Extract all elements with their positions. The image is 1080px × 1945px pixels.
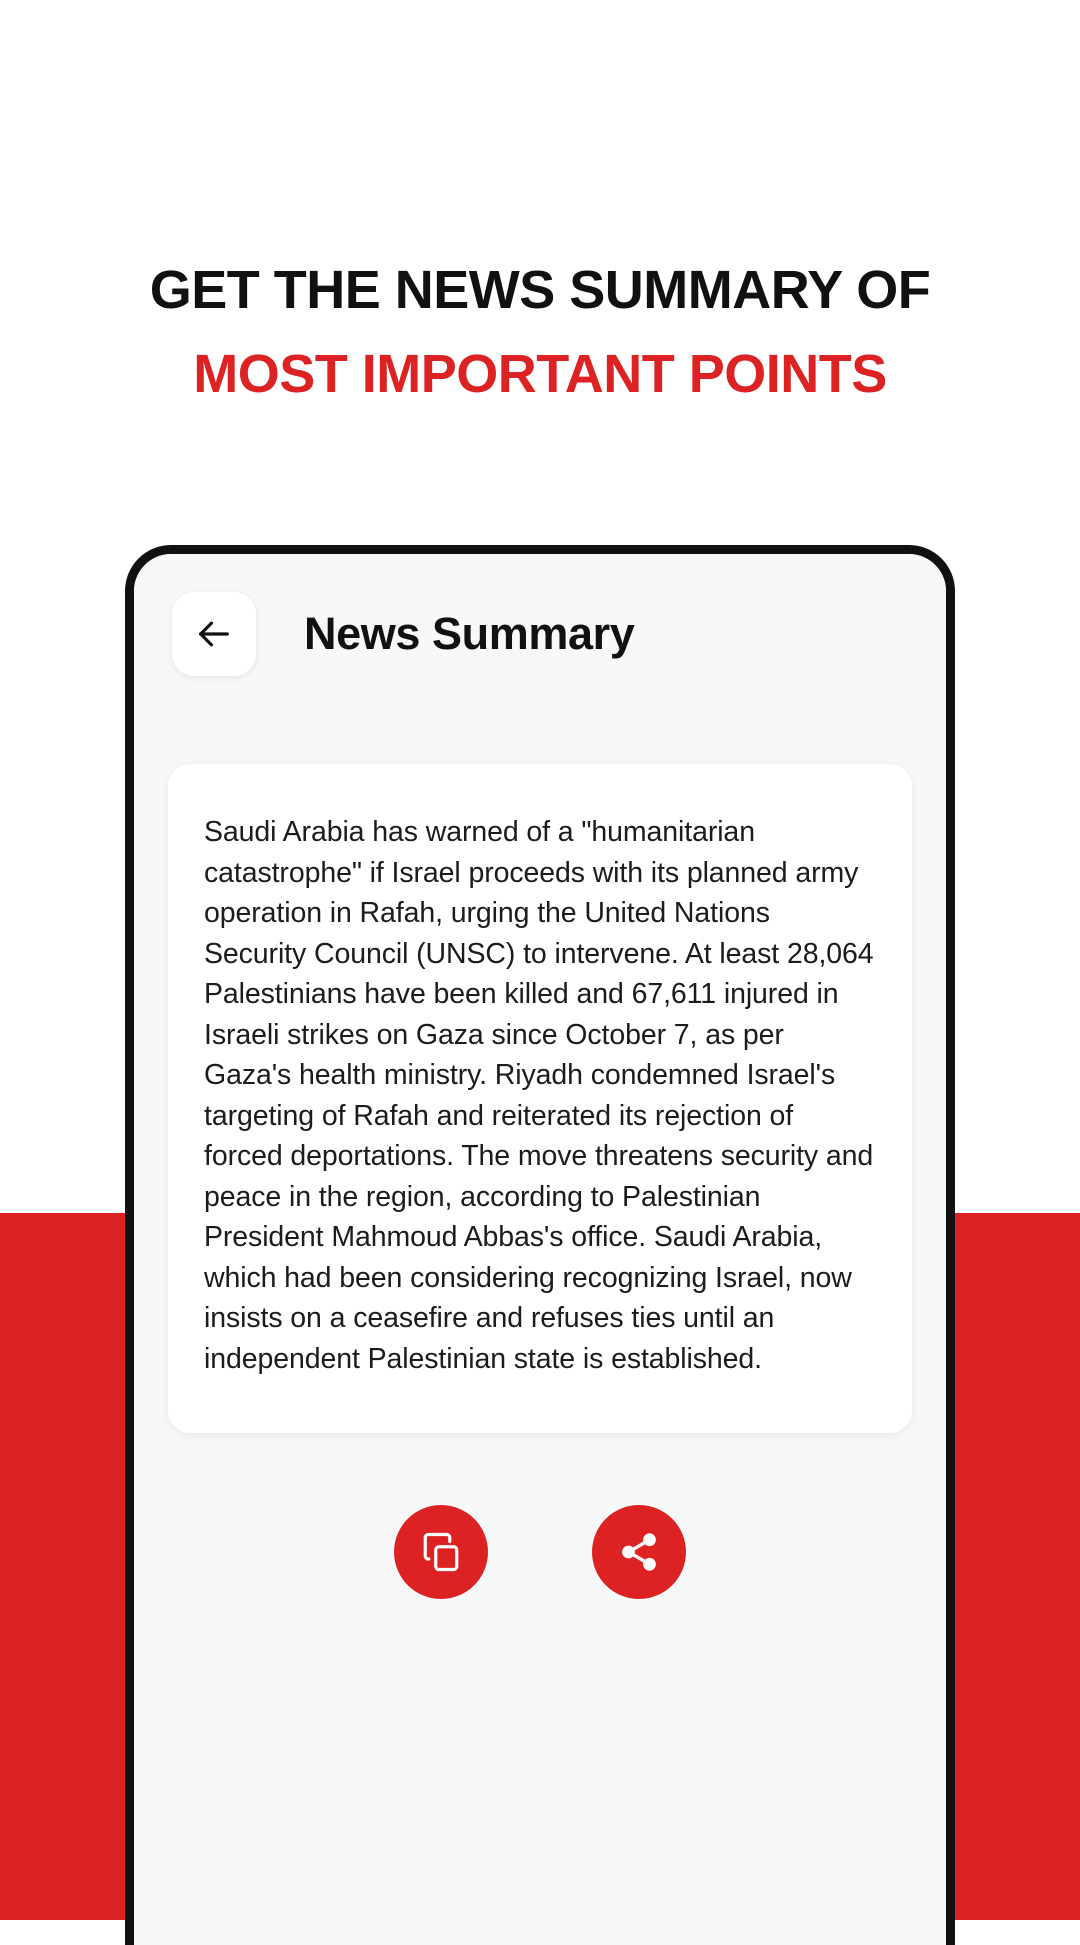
promo-headline bbox=[0, 248, 1080, 416]
page-title: News Summary bbox=[304, 608, 635, 659]
app-screen bbox=[134, 554, 946, 1945]
back-button[interactable] bbox=[172, 592, 256, 676]
share-icon bbox=[618, 1531, 660, 1573]
share-button[interactable] bbox=[592, 1505, 686, 1599]
promo-headline-line-2: MOST IMPORTANT POINTS bbox=[193, 344, 887, 404]
promo-headline-line-1: GET THE NEWS SUMMARY OF bbox=[149, 260, 931, 320]
copy-icon bbox=[420, 1531, 462, 1573]
arrow-left-icon bbox=[194, 614, 234, 654]
summary-card bbox=[168, 764, 912, 1433]
phone-mockup bbox=[125, 545, 955, 1945]
app-header bbox=[134, 554, 946, 676]
summary-body-text: Saudi Arabia has warned of a "humanitarian catastrophe" if Israel proceeds with its planned army operation in Rafah, urging the United Nations Security Council (UNSC) to intervene. At least 28,064 Palestinians have been killed and 67,611 injured in Israeli strikes on Gaza since October 7, as per Gaza's health ministry. Riyadh condemned Israel's targeting of Rafah and reiterated its rejection of forced deportations. The move threatens security and peace in the region, according to Palestinian President Mahmoud Abbas's office. Saudi Arabia, which had been considering recognizing Israel, now insists on a ceasefire and refuses ties until an independent Palestinian state is established. bbox=[204, 816, 874, 1375]
copy-button[interactable] bbox=[394, 1505, 488, 1599]
action-buttons bbox=[134, 1505, 946, 1599]
